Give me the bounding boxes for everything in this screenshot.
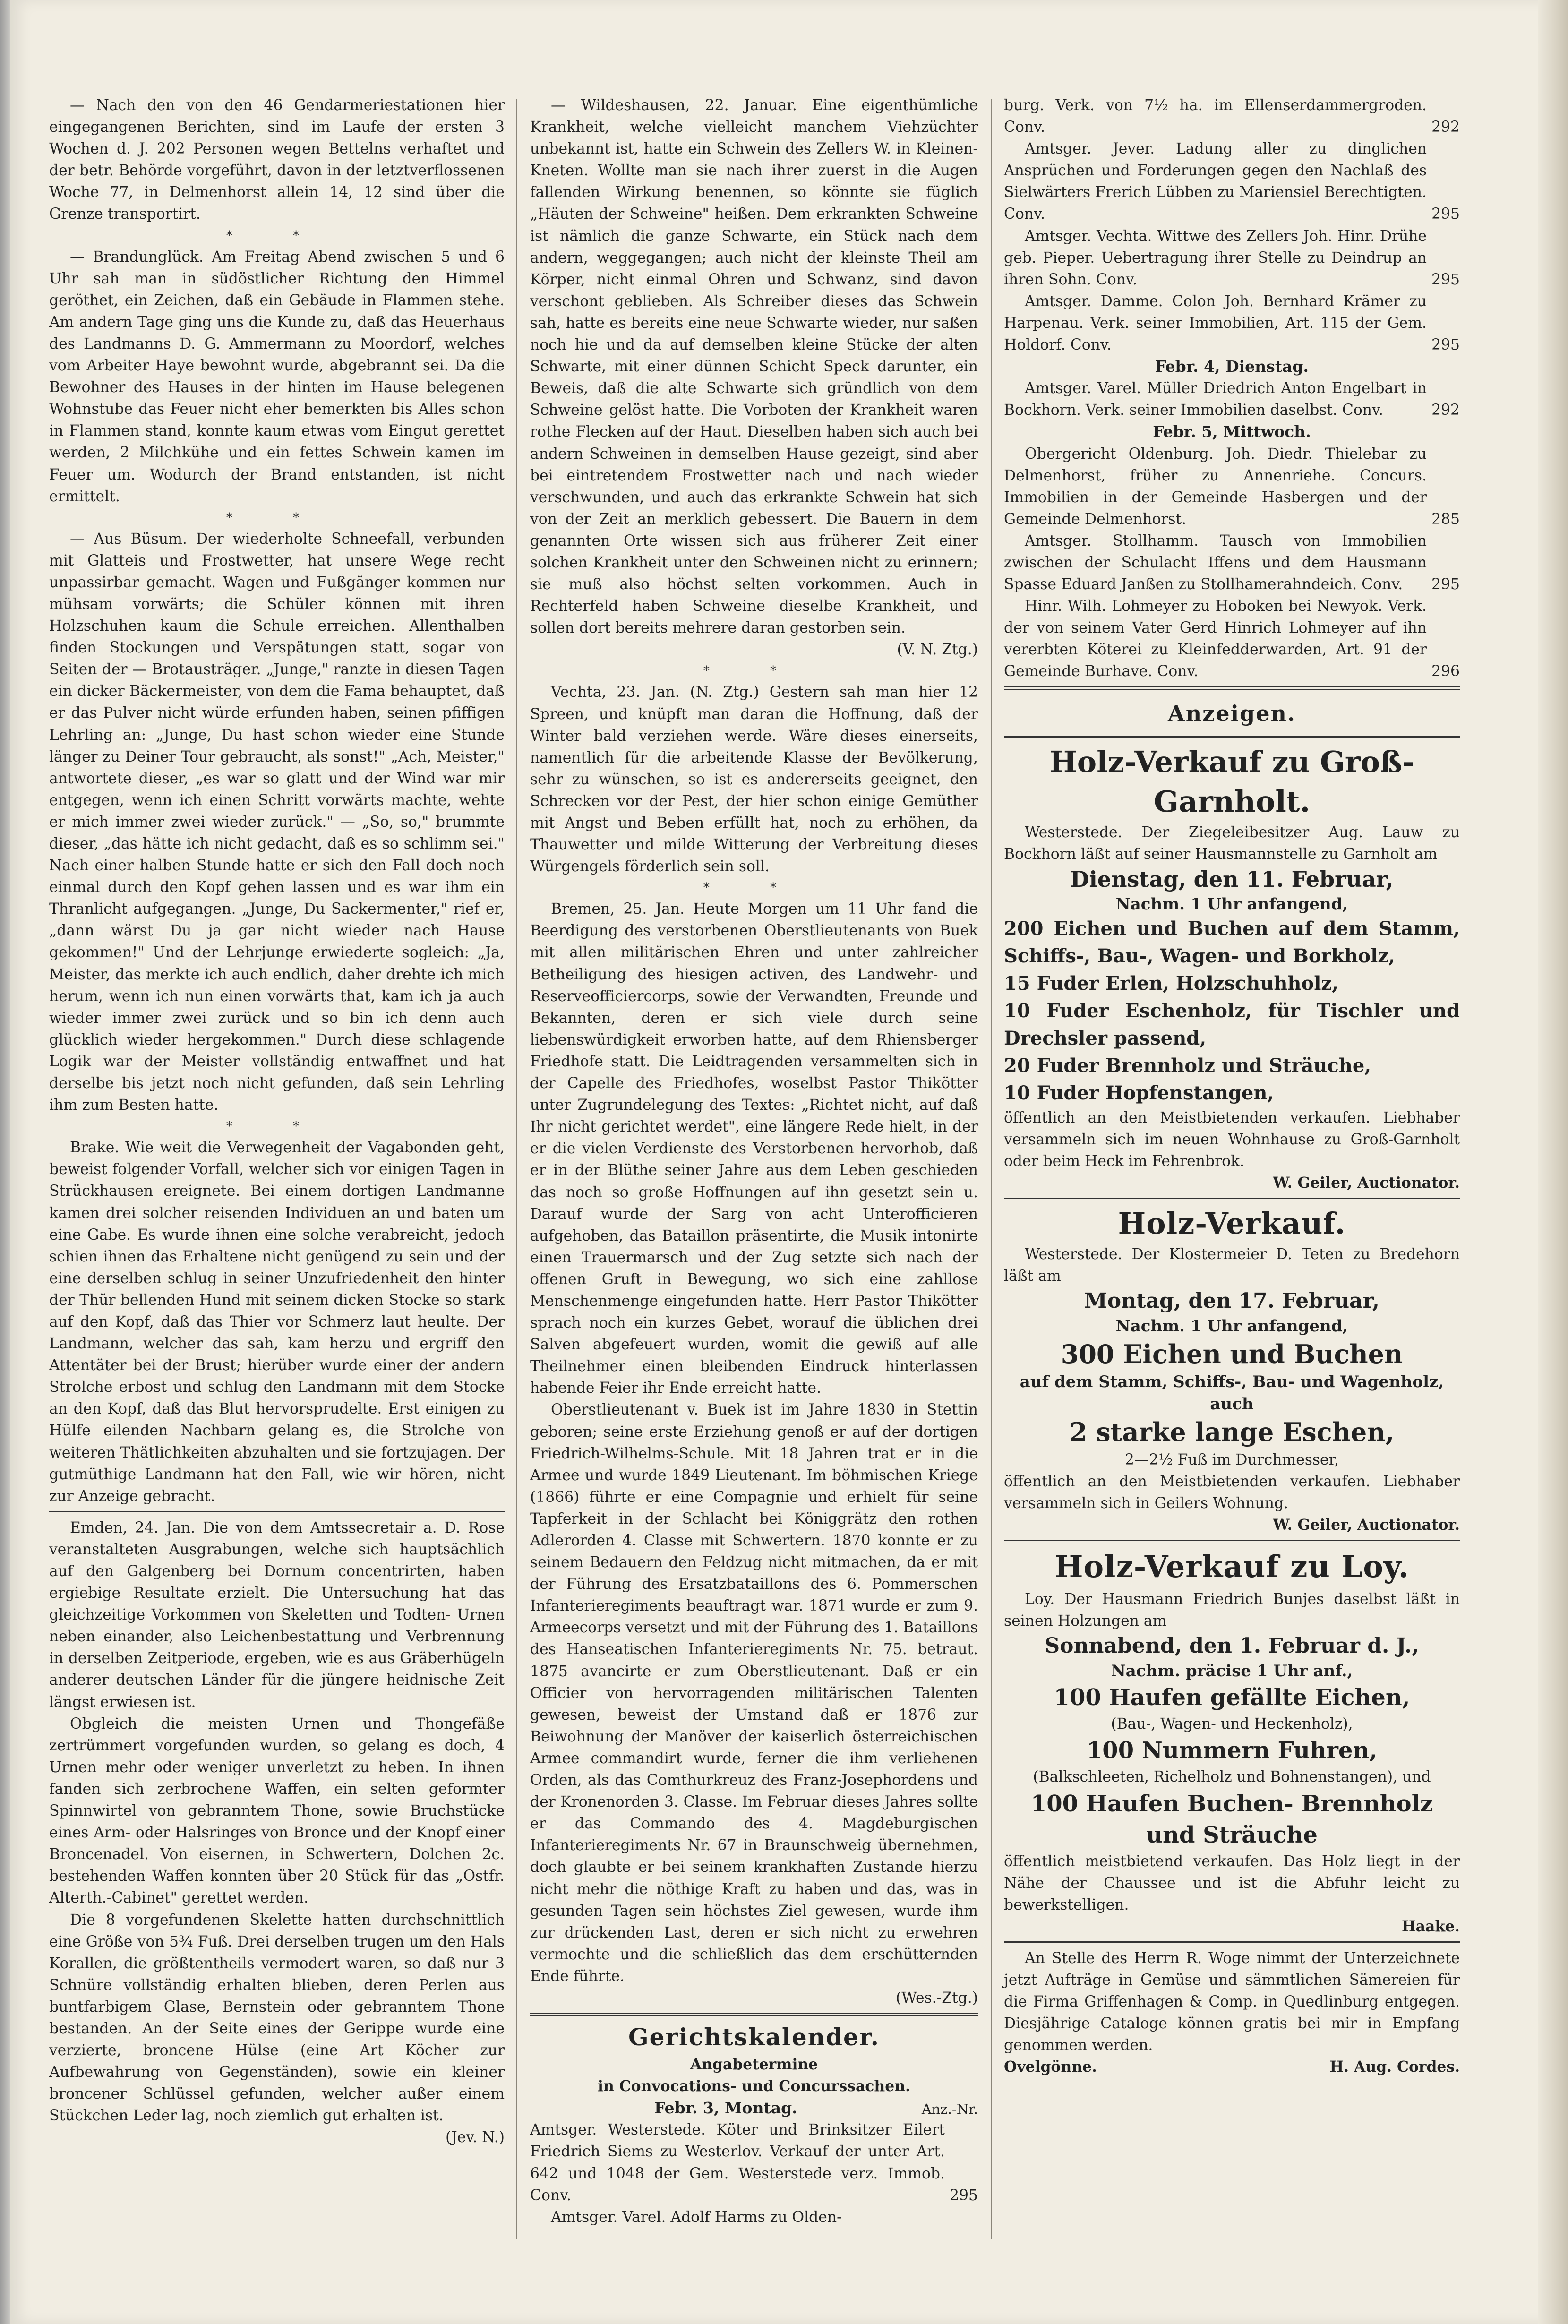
- court-entry-number: 285: [1431, 510, 1460, 528]
- ad-loy-item: 100 Haufen gefällte Eichen,: [1054, 1684, 1410, 1711]
- court-entry: [1004, 94, 1460, 138]
- court-entry: [1004, 225, 1460, 291]
- court-entry-number: 292: [1431, 119, 1460, 136]
- court-entry-number: 295: [1431, 271, 1460, 288]
- ad-cordes-footer: [1004, 2056, 1460, 2078]
- court-entry: [1004, 138, 1460, 225]
- source-citation: (Wes.-Ztg.): [896, 1989, 978, 2007]
- court-calendar-title: Gerichtskalender.: [628, 2023, 880, 2051]
- court-entry-number: 292: [1431, 402, 1460, 419]
- ad-garnholt-item: 10 Fuder Hopfenstangen,: [1004, 1081, 1274, 1104]
- court-entry-text: Obergericht Oldenburg. Joh. Diedr. Thielebar zu Delmenhorst, früher zu Annenriehe. Concurs. Immobilien in der Gemeinde Hasbergen und der Gemeinde Delmenhorst.: [1004, 445, 1427, 528]
- column-3: [1004, 94, 1460, 2078]
- date-heading: Febr. 3, Montag.: [654, 2099, 797, 2118]
- column-header-number: Anz.-Nr.: [921, 2101, 978, 2118]
- ad-bredehorn-title: Holz-Verkauf.: [1118, 1206, 1346, 1241]
- source-citation: (V. N. Ztg.): [897, 641, 978, 659]
- article-emden-part3: Die 8 vorgefundenen Skelette hatten durchschnittlich eine Größe von 5¾ Fuß. Drei derselben trugen um den Hals Korallen, die größtentheils vermodert waren, so daß nur 3 Schnüre vollständig erhalten blieben, deren Perlen aus buntfarbigem Glase, Bernstein oder gebranntem Thone bestanden. An der Seite eines der Gerippe wurde eine verzierte, broncene Hülse (eine Art Köcher zur Aufbewahrung von Gegenständen), sowie ein kleiner broncener Schlüssel gefunden, welcher außer einem Stückchen Leder lag, noch ziemlich gut erhalten ist.: [49, 1911, 505, 2125]
- article-gendarmerie: — Nach den von den 46 Gendarmeriestationen hier eingegangenen Berichten, sind im Laufe der ersten 3 Wochen d. J. 202 Personen wegen Bettelns verhaftet und der betr. Behörde vorgeführt, davon in der letztverflossenen Woche 77, in Delmenhorst allein 14, 12 sind über die Grenze transportirt.: [49, 97, 505, 223]
- court-entry: [1004, 595, 1460, 682]
- court-entry-text: Amtsger. Westerstede. Köter und Brinksitzer Eilert Friedrich Siems zu Westerlov. Verkauf der unter Art. 642 und 1048 der Gem. Westerstede verz. Immob. Conv.: [530, 2121, 945, 2204]
- ad-bredehorn-item: 2 starke lange Eschen,: [1069, 1416, 1395, 1447]
- court-entry-number: 295: [1431, 576, 1460, 593]
- article-bremen: Bremen, 25. Jan. Heute Morgen um 11 Uhr fand die Beerdigung des verstorbenen Oberstlieutenants von Buek mit allen militärischen Ehren und unter zahlreicher Betheiligung des hiesigen activen, des Landwehr- und Reserveofficiercorps, sowie der Verwandten, Freunde und Bekannten, deren er sich viele durch seine liebenswürdigkeit erworben hatte, auf dem Rhiensberger Friedhofe statt. Die Leidtragenden versammelten sich in der Capelle des Friedhofes, woselbst Pastor Thikötter unter Zugrundelegung des Textes: „Richtet nicht, auf daß Ihr nicht gerichtet werdet", eine längere Rede hielt, in der er die vielen Verdienste des Verstorbenen hervorhob, daß er in der Blüthe seiner Jahre aus dem Leben geschieden das noch so große Hoffnungen auf ihn gesetzt sein u. Darauf wurde der Sarg von acht Unterofficieren aufgehoben, das Bataillon präsentirte, die Musik intonirte einen Trauermarsch und der Zug setzte sich nach der offenen Gruft in Bewegung, wo sich eine zahllose Menschenmenge eingefunden hatte. Herr Pastor Thikötter sprach noch ein kurzes Gebet, worauf die üblichen drei Salven abgefeuert wurden, womit die gewiß auf alle Theilnehmer einen bleibenden Eindruck hinterlassen habende Feier ihr Ende erreicht hatte.: [530, 900, 978, 1397]
- ad-cordes-signature: H. Aug. Cordes.: [1329, 2058, 1460, 2076]
- ad-garnholt-intro: Westerstede. Der Ziegeleibesitzer Aug. Lauw zu Bockhorn läßt auf seiner Hausmannstelle zu Garnholt am: [1004, 823, 1460, 863]
- ad-bredehorn-item-detail: 2—2½ Fuß im Durchmesser,: [1124, 1451, 1339, 1468]
- ad-loy-intro: Loy. Der Hausmann Friedrich Bunjes daselbst läßt in seinen Holzungen am: [1004, 1591, 1460, 1630]
- separator-asterisks: * *: [226, 228, 328, 243]
- ad-garnholt-item: 15 Fuder Erlen, Holzschuhholz,: [1004, 972, 1339, 995]
- section-divider: [49, 1511, 505, 1512]
- section-divider: [1004, 1198, 1460, 1199]
- court-entry-number: 296: [1431, 663, 1460, 680]
- ad-loy-item-detail: (Bau-, Wagen- und Heckenholz),: [1111, 1715, 1353, 1733]
- separator-asterisks: * *: [703, 881, 805, 895]
- court-entry-text: Amtsger. Varel. Müller Driedrich Anton Engelbart in Bockhorn. Verk. seiner Immobilien daselbst. Conv.: [1004, 380, 1427, 419]
- ad-garnholt-date: Dienstag, den 11. Februar,: [1070, 866, 1394, 892]
- ad-garnholt-signature: W. Geiler, Auctionator.: [1273, 1175, 1460, 1192]
- column-2: [530, 94, 978, 2228]
- ad-loy-item: 100 Haufen Buchen- Brennholz und Sträuche: [1030, 1790, 1433, 1848]
- article-vechta: Vechta, 23. Jan. (N. Ztg.) Gestern sah man hier 12 Spreen, und knüpft man daran die Hoffnung, daß der Winter bald verziehen werde. Wäre dieses einerseits, namentlich für die arbeitende Klasse der Bevölkerung, sehr zu wünschen, so ist es andererseits geeignet, den Schrecken vor der Pest, der hier schon einige Gemüther mit Angst und Beben erfüllt hat, noch zu erhöhen, da Thauwetter und milde Witterung der Verbreitung dieses Würgengels förderlich sein soll.: [530, 684, 978, 875]
- court-entry-text: burg. Verk. von 7½ ha. im Ellenserdammergroden. Conv.: [1004, 97, 1427, 136]
- ad-bredehorn-item: 300 Eichen und Buchen: [1061, 1339, 1403, 1370]
- separator-asterisks: * *: [226, 510, 328, 525]
- article-brake: Brake. Wie weit die Verwegenheit der Vagabonden geht, beweist folgender Vorfall, welcher sich vor einigen Tagen in Strückhausen ereignete. Bei einem dortigen Landmanne kamen drei solcher reisenden Individuen an und baten um eine Gabe. Es wurde ihnen eine solche verabreicht, jedoch schien ihnen das Erhaltene nicht genügend zu sein und der eine derselben schlug in seiner Unzufriedenheit den hinter der Thür bellenden Hund mit seinem dicken Stocke so stark auf den Kopf, daß das Thier vor Schmerz laut heulte. Der Landmann, welcher das sah, kam herzu und ergriff den Attentäter bei der Brust; hierüber wurde einer der andern Strolche erbost und schlug den Landmann mit dem Stocke an den Kopf, daß das Blut hervorsprudelte. Erst einigen zu Hülfe eilenden Nachbarn gelang es, die Strolche von weiteren Thätlichkeiten abzuhalten und sie fortzujagen. Der gutmüthige Landmann hat den Fall, wie wir hören, nicht zur Anzeige gebracht.: [49, 1139, 505, 1505]
- ad-garnholt-text: öffentlich an den Meistbietenden verkaufen. Liebhaber versammeln sich im neuen Wohnhause zu Groß-Garnholt oder beim Heck im Fehrenbrok.: [1004, 1109, 1460, 1170]
- ad-loy-text: öffentlich meistbietend verkaufen. Das Holz liegt in der Nähe der Chaussee und ist die Abfuhr leicht zu bewerkstelligen.: [1004, 1852, 1460, 1913]
- ad-garnholt-time: Nachm. 1 Uhr anfangend,: [1115, 894, 1348, 914]
- source-citation: (Jev. N.): [445, 2129, 505, 2146]
- ad-bredehorn-text: öffentlich an den Meistbietenden verkaufen. Liebhaber versammeln sich in Geilers Wohnung.: [1004, 1473, 1460, 1512]
- column-rule: [991, 99, 992, 2239]
- court-entry-text: Amtsger. Stollhamm. Tausch von Immobilien zwischen der Schulacht Iffens und dem Hausmann Spasse Eduard Janßen zu Stollhamerahndeich. Conv.: [1004, 532, 1427, 593]
- page-edge: [1538, 0, 1568, 2324]
- ad-garnholt-title: Holz-Verkauf zu Groß-Garnholt.: [1049, 744, 1414, 819]
- date-heading: Febr. 4, Dienstag.: [1155, 357, 1309, 376]
- ad-loy-time: Nachm. präcise 1 Uhr anf.,: [1111, 1662, 1353, 1681]
- ad-garnholt-item: 200 Eichen und Buchen auf dem Stamm, Schiffs-, Bau-, Wagen- und Borkholz,: [1004, 917, 1460, 967]
- column-1: [49, 94, 505, 2149]
- court-entry-number: 295: [950, 2187, 978, 2204]
- court-entry-number: 295: [1431, 336, 1460, 354]
- ad-loy-title: Holz-Verkauf zu Loy.: [1054, 1549, 1410, 1585]
- article-brandunglueck: — Brandunglück. Am Freitag Abend zwischen 5 und 6 Uhr sah man in südöstlicher Richtung den Himmel geröthet, ein Zeichen, daß ein Gebäude in Flammen stehe. Am andern Tage ging uns die Kunde zu, daß das Heuerhaus des Landmanns D. G. Ammermann zu Moordorf, welches vom Arbeiter Haye bewohnt wurde, abgebrannt sei. Da die Bewohner des Hauses in der hinten im Hause belegenen Wohnstube das Feuer nicht eher bemerkten bis Alles schon in Flammen stand, konnte kaum etwas vom Eingut gerettet werden, 2 Milchkühe und ein fettes Schwein kamen im Feuer um. Wodurch der Brand entstanden, ist nicht ermittelt.: [49, 248, 505, 505]
- article-emden: Emden, 24. Jan. Die von dem Amtssecretair a. D. Rose veranstalteten Ausgrabungen, welche sich hauptsächlich auf den Galgenberg bei Dornum concentrirten, haben ergiebige Resultate erzielt. Die Untersuchung hat das gleichzeitige Vorkommen von Skeletten und Todten- Urnen neben einander, also Leichenbestattung und Verbrennung in derselben Zeitperiode, ergeben, wie es aus Gräberhügeln anderer deutschen Länder für die jüngere heidnische Zeit längst erwiesen ist.: [49, 1519, 505, 1711]
- ads-heading: Anzeigen.: [1168, 700, 1296, 726]
- ad-loy-item-detail: (Balkschleeten, Richelholz und Bohnenstangen), und: [1033, 1768, 1431, 1786]
- article-wildeshausen: — Wildeshausen, 22. Januar. Eine eigenthümliche Krankheit, welche vielleicht manchem Viehzüchter unbekannt ist, hatte ein Schwein des Zellers W. in Kleinen-Kneten. Wollte man sie nach ihrer zuerst in die Augen fallenden Wirkung benennen, so könnte sie füglich „Häuten der Schweine" heißen. Dem erkrankten Schweine ist nämlich die ganze Schwarte, ein Stück nach dem andern, weggegangen; auch nicht der kleinste Theil am Körper, nicht einmal Ohren und Schwanz, sind davon verschont geblieben. Als Schreiber dieses das Schwein sah, hatte es bereits eine neue Schwarte wieder, nur saßen noch hie und da auf demselben kleine Stücke der alten Schwarte, mit einer dünnen Schicht Speck darunter, ein Beweis, daß die alte Schwarte sich gründlich von dem Schweine gelöst hatte. Die Vorboten der Krankheit waren rothe Flecken auf der Haut. Dieselben haben sich auch bei andern Schweinen in demselben Hause gezeigt, sind aber bei eintretendem Frostwetter nach und nach wieder verschwunden, und auch das erkrankte Schwein hat sich von der Zeit an merklich gebessert. Die Bauern in dem genannten Orte wissen sich aus früherer Zeit einer solchen Krankheit unter den Schweinen nicht zu erinnern; sie muß also höchst selten vorkommen. Auch in Rechterfeld haben Schweine dieselbe Krankheit, und sollen dort bereits mehrere daran gestorben sein.: [530, 97, 978, 637]
- ad-loy-item: 100 Nummern Fuhren,: [1086, 1737, 1378, 1764]
- separator-asterisks: * *: [226, 1119, 328, 1134]
- court-calendar-subtitle-2: in Convocations- und Concurssachen.: [598, 2078, 910, 2095]
- ad-bredehorn-item-detail: auf dem Stamm, Schiffs-, Bau- und Wagenholz, auch: [1020, 1372, 1444, 1414]
- court-entry: [1004, 377, 1460, 421]
- article-buesum: — Aus Büsum. Der wiederholte Schneefall, verbunden mit Glatteis und Frostwetter, hat unsere Wege recht unpassirbar gemacht. Wagen und Fußgänger kommen nur mühsam vorwärts; die Schüler können mit ihren Holzschuhen kaum die Schule erreichen. Allenthalben finden Stockungen und Verspätungen statt, sogar von Seiten der — Brotausträger. „Junge," ranzte in diesen Tagen ein dicker Bäckermeister, von dem die Fama behauptet, daß er das Pulver nicht würde erfunden haben, seinen pfiffigen Lehrling an: „Junge, Du hast schon wieder eine Stunde länger zu Deiner Tour gebraucht, als sonst!" „Ach, Meister," antwortete dieser, „es war so glatt und der Wind war mir entgegen, wenn ich einen Schritt vorwärts machte, wehte er mich immer zwei wieder zurück." — „So, so," brummte dieser, „das hätte ich nicht gedacht, daß es so schlimm sei." Nach einer halben Stunde hatte er sich den Fall doch noch einmal durch den Kopf gehen lassen und es war ihm ein Thranlicht aufgegangen. „Junge, Du Sackermenter," rief er, „dann wärst Du ja gar nicht wieder nach Hause gekommen!" Und der Lehrjunge erwiederte sogleich: „Ja, Meister, das merkte ich auch endlich, daher drehte ich mich herum, wenn ich nun einen vorwärts that, kam ich ja auch wieder immer zwei zurück und so bin ich denn auch glücklich wieder hergekommen." Durch diese schlagende Logik war der Meister vollständig entwaffnet und hat derselbe bis jetzt noch nicht gefunden, daß sein Lehrling ihm zum Besten hatte.: [49, 530, 505, 1114]
- section-divider: [1004, 1540, 1460, 1541]
- court-entry-text: Hinr. Wilh. Lohmeyer zu Hoboken bei Newyok. Verk. der von seinem Vater Gerd Hinrich Lohmeyer auf ihn vererbten Köterei zu Kleinfedderwarden, Art. 91 der Gemeinde Burhave. Conv.: [1004, 598, 1427, 680]
- ad-bredehorn-intro: Westerstede. Der Klostermeier D. Teten zu Bredehorn läßt am: [1004, 1246, 1460, 1285]
- ad-garnholt-item: 20 Fuder Brennholz und Sträuche,: [1004, 1054, 1371, 1077]
- date-heading: Febr. 5, Mittwoch.: [1153, 422, 1311, 441]
- ad-garnholt-item: 10 Fuder Eschenholz, für Tischler und Drechsler passend,: [1004, 999, 1460, 1049]
- court-entry-number: 295: [1431, 206, 1460, 223]
- date-row: [530, 2097, 978, 2119]
- court-entry: [530, 2119, 978, 2206]
- section-divider: [530, 2013, 978, 2016]
- ad-loy-date: Sonnabend, den 1. Februar d. J.,: [1045, 1634, 1419, 1658]
- section-divider: [1004, 1941, 1460, 1943]
- ad-bredehorn-date: Montag, den 17. Februar,: [1084, 1289, 1379, 1313]
- court-entry: [1004, 291, 1460, 356]
- ad-loy-signature: Haake.: [1402, 1918, 1460, 1935]
- court-entry-text: Amtsger. Jever. Ladung aller zu dinglichen Ansprüchen und Forderungen gegen den Nachlaß des Sielwärters Frerich Lübben zu Mariensiel Berechtigten. Conv.: [1004, 140, 1427, 223]
- separator-asterisks: * *: [703, 664, 805, 678]
- section-divider: [1004, 736, 1460, 738]
- article-emden-part2: Obgleich die meisten Urnen und Thongefäße zertrümmert vorgefunden wurden, so gelang es doch, 4 Urnen mehr oder weniger unverletzt zu heben. In ihnen fanden sich zerbrochene Waffen, ein selten geformter Spinnwirtel von gebranntem Thone, sowie Bruchstücke eines Arm- oder Halsringes von Bronce und der Knopf einer Broncenadel. Von eisernen, in Schwertern, Dolchen 2c. bestehenden Waffen konnten über 20 Stück für das „Ostfr. Alterth.-Cabinet" gerettet werden.: [49, 1715, 505, 1907]
- article-bremen-part2: Oberstlieutenant v. Buek ist im Jahre 1830 in Stettin geboren; seine erste Erziehung genoß er auf der dortigen Friedrich-Wilhelms-Schule. Mit 18 Jahren trat er in die Armee und wurde 1849 Lieutenant. Im böhmischen Kriege (1866) führte er eine Compagnie und erhielt für seine Tapferkeit in der Schlacht bei Königgrätz den rothen Adlerorden 4. Classe mit Schwertern. 1870 konnte er zu seinem Bedauern den Feldzug nicht mitmachen, da er mit der Führung des Ersatzbataillons des 6. Pommerschen Infanterieregiments beauftragt war. 1871 wurde er zum 9. Armeecorps versetzt und mit der Führung des 1. Bataillons des Hanseatischen Infanterieregiments Nr. 75. betraut. 1875 avancirte er zum Oberstlieutenant. Daß er ein Officier von hervorragenden militärischen Talenten gewesen, beweist der Umstand daß er 1876 zur Beiwohnung der Manöver der kaiserlich österreichischen Armee commandirt wurde, ferner die ihm verliehenen Orden, als das Comthurkreuz des Franz-Josephordens und der Kronenorden 3. Classe. Im Februar dieses Jahres sollte er das Commando des 4. Magdeburgischen Infanterieregiments Nr. 67 in Braunschweig übernehmen, doch glaubte er bei seinem krankhaften Zustande hierzu nicht mehr die nöthige Kraft zu haben und das, was in gesunden Tagen sein höchstes Ziel gewesen, wurde ihm zur drückenden Last, deren er sich nicht zu erwehren vermochte und die schließlich das dem erschütternden Ende führte.: [530, 1401, 978, 1985]
- column-rule: [516, 99, 517, 2239]
- ad-bredehorn-signature: W. Geiler, Auctionator.: [1273, 1516, 1460, 1534]
- court-calendar-subtitle: Angabetermine: [690, 2056, 818, 2074]
- court-entry: [1004, 443, 1460, 530]
- court-entry-text: Amtsger. Varel. Adolf Harms zu Olden-: [551, 2208, 842, 2226]
- ad-bredehorn-time: Nachm. 1 Uhr anfangend,: [1115, 1317, 1348, 1336]
- court-entry: [1004, 530, 1460, 595]
- court-entry-text: Amtsger. Damme. Colon Joh. Bernhard Krämer zu Harpenau. Verk. seiner Immobilien, Art. 115 der Gem. Holdorf. Conv.: [1004, 292, 1427, 354]
- ad-cordes-text: An Stelle des Herrn R. Woge nimmt der Unterzeichnete jetzt Aufträge in Gemüse und sämmtlichen Sämereien für die Firma Griffenhagen & Comp. in Quedlinburg entgegen. Diesjährige Cataloge können gratis bei mir in Empfang genommen werden.: [1004, 1949, 1460, 2054]
- ad-cordes-place: Ovelgönne.: [1004, 2058, 1097, 2076]
- court-entry-text: Amtsger. Vechta. Wittwe des Zellers Joh. Hinr. Drühe geb. Pieper. Uebertragung ihrer Stelle zu Deindrup an ihren Sohn. Conv.: [1004, 227, 1427, 288]
- section-divider: [1004, 686, 1460, 690]
